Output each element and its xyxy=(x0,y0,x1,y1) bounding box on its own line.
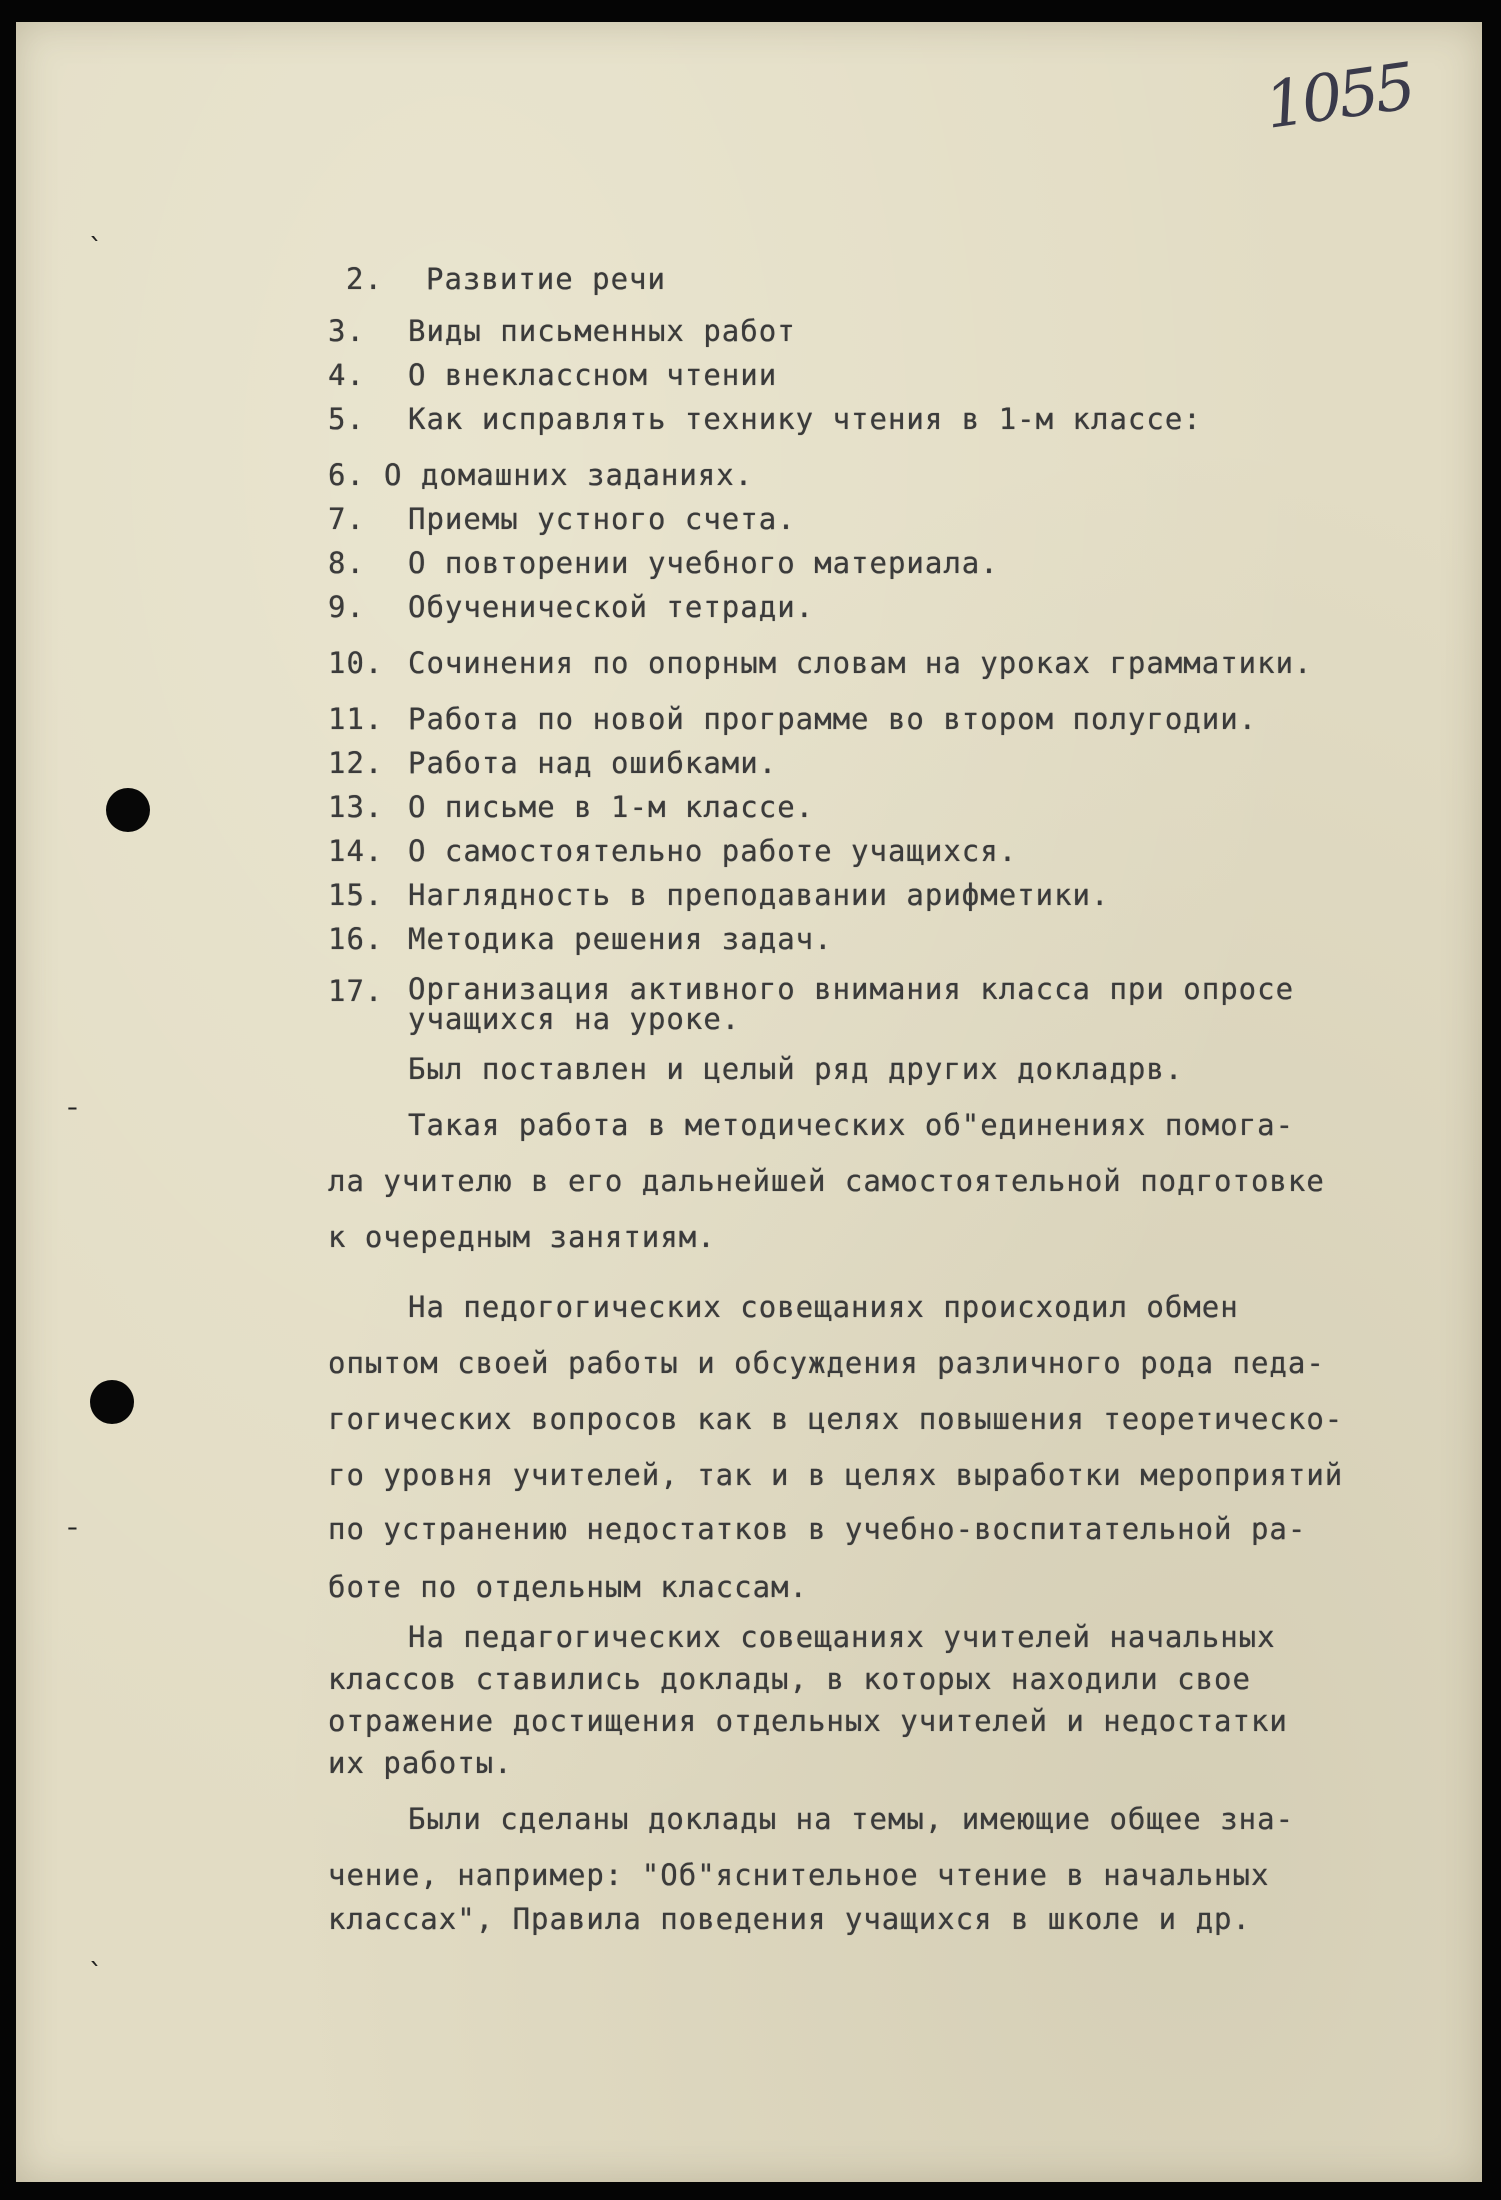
list-item xyxy=(346,262,666,296)
paragraph-line: их работы. xyxy=(328,1746,513,1780)
paragraph-line: го уровня учителей, так и в целях выработки мероприятий xyxy=(328,1458,1344,1492)
list-item xyxy=(328,974,1408,1034)
list-item xyxy=(328,458,753,492)
list-item xyxy=(328,746,777,780)
paragraph-line: классов ставились доклады, в которых находили свое xyxy=(328,1662,1251,1696)
list-item xyxy=(328,358,777,392)
paragraph: Был поставлен и целый ряд других докладрв. xyxy=(408,1052,1184,1086)
paragraph-line: по устранению недостатков в учебно-воспитательной ра- xyxy=(328,1512,1307,1546)
list-item xyxy=(328,590,814,624)
list-text: Работа по новой программе во втором полугодии. xyxy=(408,702,1258,736)
list-number: 11. xyxy=(328,702,384,736)
list-item xyxy=(328,314,796,348)
list-text: Приемы устного счета. xyxy=(408,502,796,536)
paragraph-line: чение, например: "Об"яснительное чтение в начальных xyxy=(328,1858,1270,1892)
margin-mark: ˎ xyxy=(86,207,103,240)
paragraph-line: отражение достищения отдельных учителей и недостатки xyxy=(328,1704,1288,1738)
list-number: 2. xyxy=(346,262,383,296)
margin-mark: ˉ xyxy=(64,1102,81,1135)
paragraph-line: боте по отдельным классам. xyxy=(328,1570,808,1604)
list-item xyxy=(328,502,796,536)
paragraph-line: ла учителю в его дальнейшей самостоятельной подготовке xyxy=(328,1164,1325,1198)
list-item xyxy=(328,546,999,580)
list-text: Методика решения задач. xyxy=(408,922,833,956)
paragraph-line: опытом своей работы и обсуждения различного рода педа- xyxy=(328,1346,1325,1380)
punch-hole xyxy=(106,788,150,832)
list-number: 13. xyxy=(328,790,384,824)
list-number: 16. xyxy=(328,922,384,956)
list-text: Развитие речи xyxy=(426,262,666,296)
list-number: 7. xyxy=(328,502,365,536)
paragraph-line: гогических вопросов как в целях повышения теоретическо- xyxy=(328,1402,1344,1436)
paragraph-line: к очередным занятиям. xyxy=(328,1220,716,1254)
list-text: О самостоятельно работе учащихся. xyxy=(408,834,1018,868)
list-text: О повторении учебного материала. xyxy=(408,546,999,580)
document-page xyxy=(16,22,1482,2182)
list-text: О письме в 1-м классе. xyxy=(408,790,815,824)
list-number: 6. xyxy=(328,458,365,492)
list-item xyxy=(328,402,1202,436)
list-text: Сочинения по опорным словам на уроках грамматики. xyxy=(408,646,1313,680)
list-item xyxy=(328,646,1313,680)
margin-mark: ˉ xyxy=(64,1522,81,1555)
list-number: 3. xyxy=(328,314,365,348)
list-item xyxy=(328,702,1257,736)
paragraph-line: Были сделаны доклады на темы, имеющие общее зна- xyxy=(408,1802,1295,1836)
list-text: Наглядность в преподавании арифметики. xyxy=(408,878,1110,912)
paragraph-line: На педагогических совещаниях учителей начальных xyxy=(408,1620,1276,1654)
paragraph-line: На педогогических совещаниях происходил обмен xyxy=(408,1290,1239,1324)
list-text: Обученической тетради. xyxy=(408,590,815,624)
handwritten-page-number: 1055 xyxy=(1260,50,1417,144)
list-number: 15. xyxy=(328,878,384,912)
list-text: Организация активного внимания класса при опросе учащихся на уроке. xyxy=(408,972,1295,1036)
paragraph-line: Такая работа в методических об"единениях помога- xyxy=(408,1108,1295,1142)
list-number: 10. xyxy=(328,646,384,680)
list-text: Как исправлять технику чтения в 1-м классе: xyxy=(408,402,1202,436)
list-text: О домашних заданиях. xyxy=(384,458,754,492)
list-item xyxy=(328,878,1109,912)
list-text: О внеклассном чтении xyxy=(408,358,778,392)
list-item xyxy=(328,834,1017,868)
list-number: 4. xyxy=(328,358,365,392)
list-number: 8. xyxy=(328,546,365,580)
list-text: Виды письменных работ xyxy=(408,314,796,348)
list-text: Работа над ошибками. xyxy=(408,746,778,780)
punch-hole xyxy=(90,1380,134,1424)
list-number: 12. xyxy=(328,746,384,780)
list-number: 9. xyxy=(328,590,365,624)
list-number: 14. xyxy=(328,834,384,868)
list-number: 5. xyxy=(328,402,365,436)
margin-mark: ˎ xyxy=(86,1932,103,1965)
paragraph-line: классах", Правила поведения учащихся в школе и др. xyxy=(328,1902,1251,1936)
list-item xyxy=(328,790,814,824)
list-number: 17. xyxy=(328,974,384,1008)
list-item xyxy=(328,922,833,956)
